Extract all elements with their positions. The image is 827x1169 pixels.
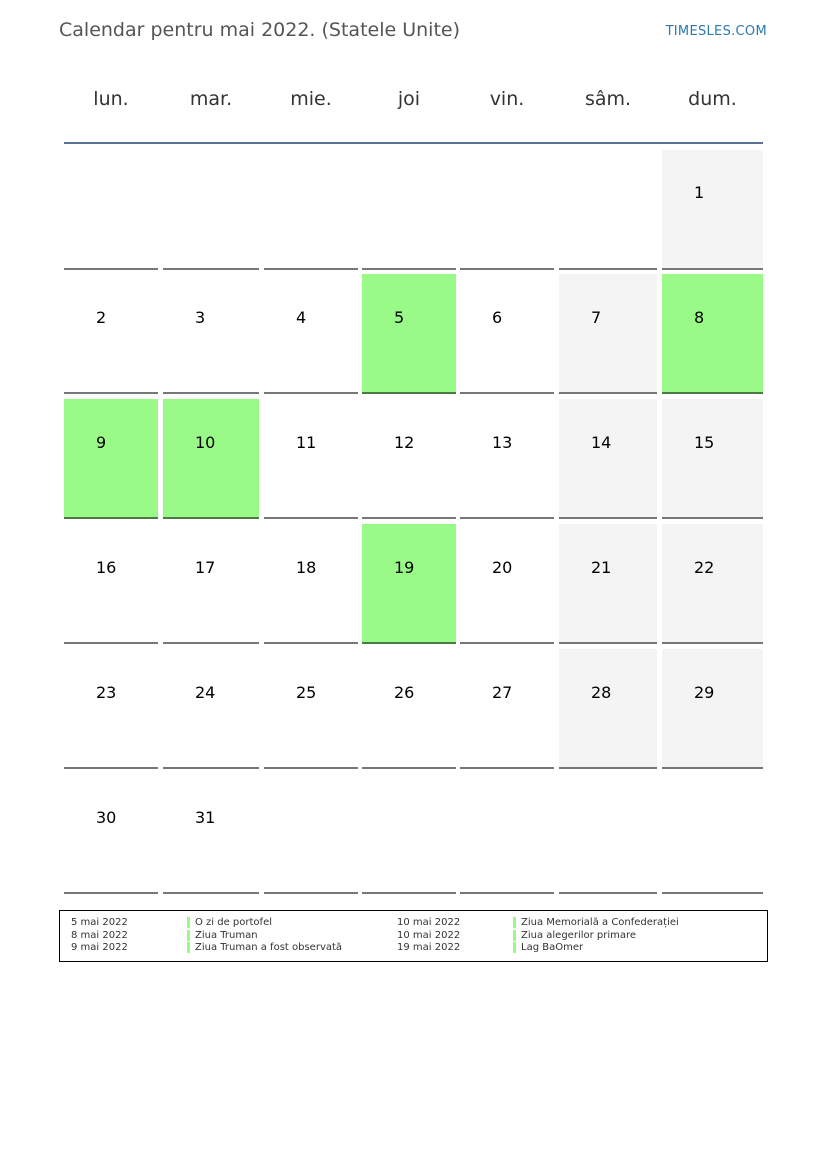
legend-color-swatch xyxy=(513,930,516,941)
day-number: 6 xyxy=(492,308,503,327)
calendar-day-cell xyxy=(662,649,763,769)
cell-divider xyxy=(64,642,158,644)
calendar-empty-cell xyxy=(362,150,456,270)
day-number: 7 xyxy=(591,308,602,327)
legend-holiday-name: O zi de portofel xyxy=(195,917,273,928)
calendar-day-cell xyxy=(163,274,259,394)
legend-color-swatch xyxy=(513,942,516,953)
day-number: 11 xyxy=(296,433,317,452)
cell-divider xyxy=(662,268,763,270)
legend-color-swatch xyxy=(187,917,190,928)
day-number: 8 xyxy=(694,308,705,327)
calendar-day-cell xyxy=(163,399,259,519)
day-number: 20 xyxy=(492,558,513,577)
day-number: 4 xyxy=(296,308,307,327)
cell-divider xyxy=(362,892,456,894)
weekday-label: sâm. xyxy=(584,88,632,110)
calendar-day-cell xyxy=(64,649,158,769)
page-title: Calendar pentru mai 2022. (Statele Unite) xyxy=(59,19,461,41)
calendar-day-cell xyxy=(559,274,657,394)
legend-item xyxy=(71,930,391,942)
calendar-day-cell xyxy=(460,274,554,394)
cell-divider xyxy=(559,268,657,270)
cell-divider xyxy=(559,392,657,394)
calendar-day-cell xyxy=(64,399,158,519)
day-number: 22 xyxy=(694,558,715,577)
day-number: 12 xyxy=(394,433,415,452)
calendar-day-cell xyxy=(460,399,554,519)
legend-date: 19 mai 2022 xyxy=(397,942,461,953)
cell-divider xyxy=(64,767,158,769)
cell-divider xyxy=(559,767,657,769)
cell-divider xyxy=(64,892,158,894)
legend-holiday-name: Ziua Truman xyxy=(195,930,258,941)
header-divider xyxy=(64,142,763,144)
cell-divider xyxy=(163,392,259,394)
day-number: 3 xyxy=(195,308,206,327)
cell-divider xyxy=(362,517,456,519)
day-number: 29 xyxy=(694,683,715,702)
legend-item xyxy=(71,917,391,929)
calendar-day-cell xyxy=(662,399,763,519)
cell-divider xyxy=(662,767,763,769)
legend-date: 8 mai 2022 xyxy=(71,930,128,941)
calendar-day-cell xyxy=(362,399,456,519)
cell-divider xyxy=(559,892,657,894)
day-number: 19 xyxy=(394,558,415,577)
calendar-empty-cell xyxy=(559,150,657,270)
cell-divider xyxy=(662,892,763,894)
cell-divider xyxy=(460,642,554,644)
calendar-day-cell xyxy=(264,649,358,769)
calendar-day-cell xyxy=(662,150,763,270)
calendar-empty-cell xyxy=(264,150,358,270)
day-number: 24 xyxy=(195,683,216,702)
cell-divider xyxy=(362,392,456,394)
day-number: 16 xyxy=(96,558,117,577)
day-number: 14 xyxy=(591,433,612,452)
legend-holiday-name: Ziua Memorială a Confederației xyxy=(521,917,679,928)
cell-divider xyxy=(662,517,763,519)
calendar-day-cell xyxy=(264,274,358,394)
cell-divider xyxy=(460,268,554,270)
legend-date: 10 mai 2022 xyxy=(397,917,461,928)
calendar-day-cell xyxy=(460,649,554,769)
day-number: 2 xyxy=(96,308,107,327)
legend-date: 9 mai 2022 xyxy=(71,942,128,953)
cell-divider xyxy=(559,642,657,644)
calendar-day-cell xyxy=(559,649,657,769)
day-number: 5 xyxy=(394,308,405,327)
cell-divider xyxy=(163,268,259,270)
calendar-day-cell xyxy=(559,524,657,644)
cell-divider xyxy=(264,642,358,644)
legend-date: 10 mai 2022 xyxy=(397,930,461,941)
legend-item xyxy=(397,917,717,929)
cell-divider xyxy=(460,767,554,769)
calendar-day-cell xyxy=(163,524,259,644)
cell-divider xyxy=(163,642,259,644)
calendar-day-cell xyxy=(163,774,259,894)
day-number: 10 xyxy=(195,433,216,452)
cell-divider xyxy=(264,517,358,519)
day-number: 1 xyxy=(694,183,705,202)
brand-link[interactable]: TIMESLES.COM xyxy=(665,24,767,39)
day-number: 21 xyxy=(591,558,612,577)
legend-item xyxy=(397,930,717,942)
weekday-label: dum. xyxy=(688,88,737,110)
calendar-day-cell xyxy=(662,524,763,644)
day-number: 25 xyxy=(296,683,317,702)
cell-divider xyxy=(362,767,456,769)
cell-divider xyxy=(460,892,554,894)
cell-divider xyxy=(64,268,158,270)
cell-divider xyxy=(264,767,358,769)
calendar-empty-cell xyxy=(362,774,456,894)
calendar-empty-cell xyxy=(163,150,259,270)
calendar-day-cell xyxy=(264,399,358,519)
weekday-label: vin. xyxy=(489,88,525,110)
day-number: 28 xyxy=(591,683,612,702)
cell-divider xyxy=(264,268,358,270)
calendar-empty-cell xyxy=(460,774,554,894)
legend-item xyxy=(397,942,717,954)
calendar-day-cell xyxy=(362,274,456,394)
calendar-day-cell xyxy=(362,649,456,769)
legend-holiday-name: Ziua Truman a fost observată xyxy=(195,942,343,953)
legend-holiday-name: Ziua alegerilor primare xyxy=(521,930,637,941)
calendar-day-cell xyxy=(264,524,358,644)
day-number: 9 xyxy=(96,433,107,452)
calendar-empty-cell xyxy=(264,774,358,894)
legend-item xyxy=(71,942,391,954)
cell-divider xyxy=(559,517,657,519)
cell-divider xyxy=(362,642,456,644)
day-number: 17 xyxy=(195,558,216,577)
calendar-empty-cell xyxy=(559,774,657,894)
legend-color-swatch xyxy=(513,917,516,928)
day-number: 26 xyxy=(394,683,415,702)
cell-divider xyxy=(460,392,554,394)
legend-color-swatch xyxy=(187,942,190,953)
legend-holiday-name: Lag BaOmer xyxy=(521,942,584,953)
day-number: 13 xyxy=(492,433,513,452)
cell-divider xyxy=(163,767,259,769)
calendar-day-cell xyxy=(362,524,456,644)
cell-divider xyxy=(163,517,259,519)
cell-divider xyxy=(362,268,456,270)
day-number: 31 xyxy=(195,808,216,827)
weekday-label: joi xyxy=(397,88,421,110)
cell-divider xyxy=(64,392,158,394)
calendar-day-cell xyxy=(163,649,259,769)
calendar-empty-cell xyxy=(460,150,554,270)
day-number: 18 xyxy=(296,558,317,577)
day-number: 23 xyxy=(96,683,117,702)
weekday-header-row xyxy=(64,88,763,120)
calendar-day-cell xyxy=(662,274,763,394)
cell-divider xyxy=(64,517,158,519)
weekday-label: mar. xyxy=(189,88,233,110)
day-number: 30 xyxy=(96,808,117,827)
cell-divider xyxy=(163,892,259,894)
calendar-empty-cell xyxy=(64,150,158,270)
cell-divider xyxy=(264,392,358,394)
holiday-legend xyxy=(59,910,768,962)
cell-divider xyxy=(460,517,554,519)
cell-divider xyxy=(662,642,763,644)
calendar-empty-cell xyxy=(662,774,763,894)
weekday-label: lun. xyxy=(93,88,129,110)
cell-divider xyxy=(662,392,763,394)
day-number: 15 xyxy=(694,433,715,452)
calendar-day-cell xyxy=(64,524,158,644)
legend-color-swatch xyxy=(187,930,190,941)
calendar-day-cell xyxy=(64,774,158,894)
legend-date: 5 mai 2022 xyxy=(71,917,128,928)
weekday-label: mie. xyxy=(290,88,332,110)
calendar-day-cell xyxy=(64,274,158,394)
day-number: 27 xyxy=(492,683,513,702)
cell-divider xyxy=(264,892,358,894)
calendar-day-cell xyxy=(559,399,657,519)
calendar-day-cell xyxy=(460,524,554,644)
